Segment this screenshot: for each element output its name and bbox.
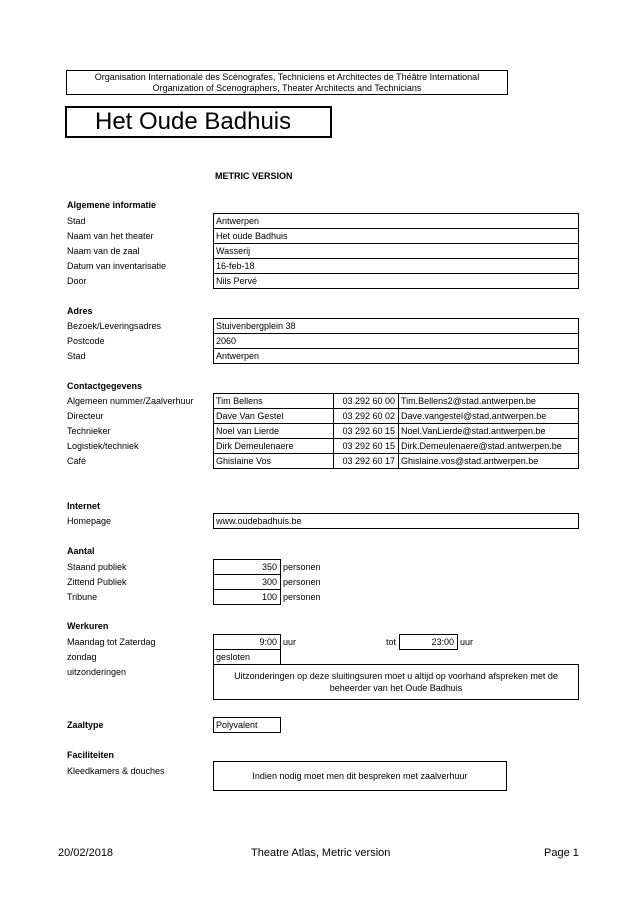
label-staand: Staand publiek (67, 562, 127, 572)
label-theater-naam: Naam van het theater (67, 231, 154, 241)
section-heading-internet: Internet (67, 501, 101, 511)
label-zaal-naam: Naam van de zaal (67, 246, 140, 256)
label-zittend: Zittend Publiek (67, 577, 127, 587)
contact-phone-field[interactable]: 03 292 60 15 (333, 423, 399, 439)
field-adres-stad[interactable]: Antwerpen (213, 348, 579, 364)
label-tribune: Tribune (67, 592, 98, 602)
contact-email-field[interactable]: Dirk.Demeulenaere@stad.antwerpen.be (398, 438, 579, 454)
label-stad: Stad (67, 216, 86, 226)
kleedkamers-text: Indien nodig moet men dit bespreken met zaalverhuur (252, 771, 468, 781)
contact-email-field[interactable]: Noel.VanLierde@stad.antwerpen.be (398, 423, 579, 439)
field-staand[interactable]: 350 (213, 559, 281, 575)
label-door: Door (67, 276, 87, 286)
contact-email-field[interactable]: Dave.vangestel@stad.antwerpen.be (398, 408, 579, 424)
contact-name-field[interactable]: Dirk Demeulenaere (213, 438, 334, 454)
contact-name-field[interactable]: Ghislaine Vos (213, 453, 334, 469)
contact-phone-field[interactable]: 03 292 60 17 (333, 453, 399, 469)
contact-label: Directeur (67, 411, 104, 421)
section-heading-werkuren: Werkuren (67, 621, 109, 631)
field-door[interactable]: Nils Pervé (213, 273, 579, 289)
field-zondag[interactable]: gesloten (213, 649, 281, 665)
unit-close-time: uur (460, 637, 474, 647)
contact-phone-field[interactable]: 03 292 60 02 (333, 408, 399, 424)
field-kleedkamers[interactable] (213, 761, 507, 791)
label-homepage: Homepage (67, 516, 112, 526)
section-heading-zaaltype: Zaaltype (67, 720, 104, 730)
field-adres[interactable]: Stuivenbergplein 38 (213, 318, 579, 334)
field-zaaltype[interactable]: Polyvalent (213, 717, 281, 733)
section-heading-algemeen: Algemene informatie (67, 200, 157, 210)
unit-tribune: personen (283, 592, 321, 602)
field-homepage[interactable]: www.oudebadhuis.be (213, 513, 579, 529)
label-uitzonderingen: uitzonderingen (67, 667, 127, 677)
contact-name-field[interactable]: Tim Bellens (213, 393, 334, 409)
contact-email-field[interactable]: Ghislaine.vos@stad.antwerpen.be (398, 453, 579, 469)
field-open-time[interactable]: 9:00 (213, 634, 281, 650)
label-postcode: Postcode (67, 336, 105, 346)
contact-label: Technieker (67, 426, 111, 436)
label-zondag: zondag (67, 652, 97, 662)
field-postcode[interactable]: 2060 (213, 333, 579, 349)
section-heading-aantal: Aantal (67, 546, 95, 556)
label-kleedkamers: Kleedkamers & douches (67, 766, 165, 776)
unit-open-time: uur (283, 637, 297, 647)
version-label: METRIC VERSION (215, 171, 293, 181)
section-heading-contact: Contactgegevens (67, 381, 143, 391)
field-close-time[interactable]: 23:00 (399, 634, 458, 650)
footer-page-number: Page 1 (544, 847, 579, 859)
contact-name-field[interactable]: Dave Van Gestel (213, 408, 334, 424)
section-heading-faciliteiten: Faciliteiten (67, 750, 115, 760)
contact-phone-field[interactable]: 03 292 60 00 (333, 393, 399, 409)
unit-zittend: personen (283, 577, 321, 587)
section-heading-adres: Adres (67, 306, 93, 316)
org-line-2: Organization of Scenographers, Theater Architects and Technicians (152, 83, 422, 93)
organization-header (66, 70, 508, 95)
label-weekdays: Maandag tot Zaterdag (67, 637, 156, 647)
contact-label: Logistiek/techniek (67, 441, 139, 451)
contact-label: Algemeen nummer/Zaalverhuur (67, 396, 194, 406)
contact-name-field[interactable]: Noel van Lierde (213, 423, 334, 439)
unit-staand: personen (283, 562, 321, 572)
footer-title: Theatre Atlas, Metric version (251, 847, 391, 859)
label-datum: Datum van inventarisatie (67, 261, 167, 271)
contact-phone-field[interactable]: 03 292 60 15 (333, 438, 399, 454)
field-zittend[interactable]: 300 (213, 574, 281, 590)
contact-email-field[interactable]: Tim.Bellens2@stad.antwerpen.be (398, 393, 579, 409)
label-adres-stad: Stad (67, 351, 86, 361)
label-tot: tot (386, 637, 397, 647)
field-uitzonderingen[interactable] (213, 664, 579, 700)
footer-date: 20/02/2018 (58, 847, 114, 859)
contact-label: Café (67, 456, 87, 466)
field-tribune[interactable]: 100 (213, 589, 281, 605)
org-line-1: Organisation Internationale des Scénografes, Techniciens et Architectes de Théâtre International (94, 72, 480, 82)
field-theater-naam[interactable]: Het oude Badhuis (213, 228, 579, 244)
uitzonderingen-text: Uitzonderingen op deze sluitingsuren moet u altijd op voorhand afspreken met de beheerder van het Oude Badhuis (234, 671, 558, 693)
theater-title: Het Oude Badhuis (65, 106, 332, 138)
field-stad[interactable]: Antwerpen (213, 213, 579, 229)
label-adres: Bezoek/Leveringsadres (67, 321, 162, 331)
field-zaal-naam[interactable]: Wasserij (213, 243, 579, 259)
field-datum[interactable]: 16-feb-18 (213, 258, 579, 274)
